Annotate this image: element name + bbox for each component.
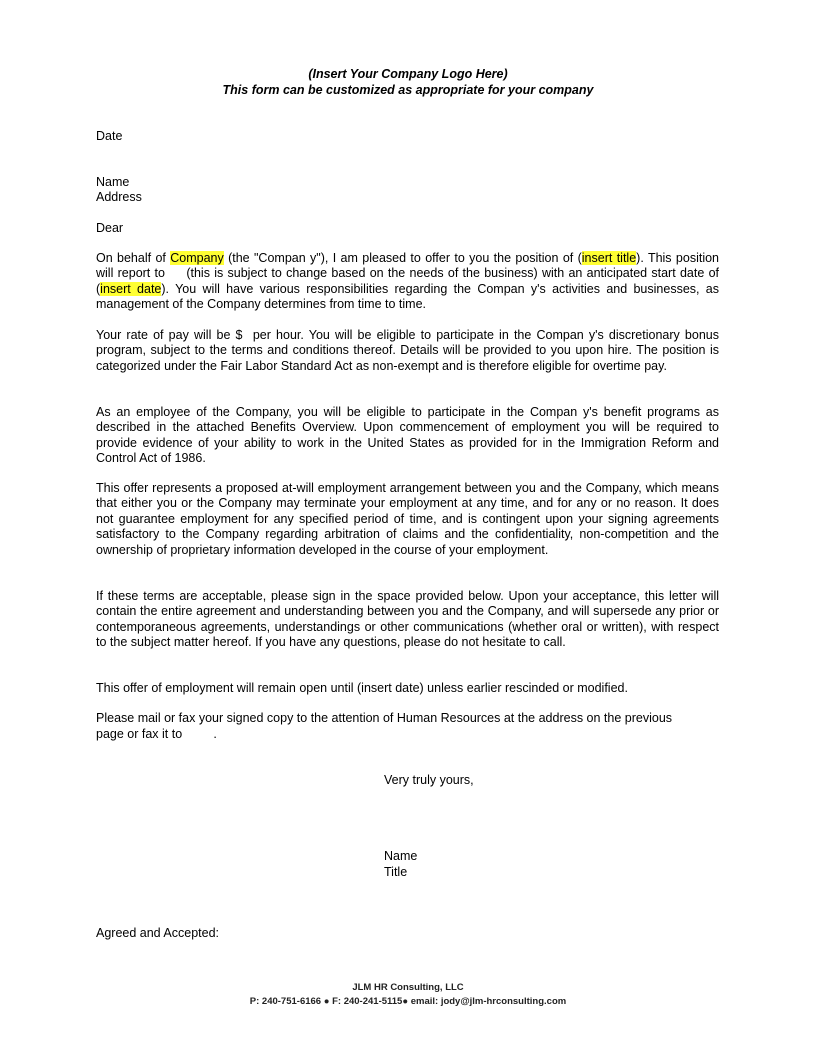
offer-text-2: (the "Compan y"), I am pleased to offer to you the position of ( bbox=[223, 251, 582, 265]
logo-placeholder: (Insert Your Company Logo Here) bbox=[308, 67, 508, 81]
paragraph-offer bbox=[96, 251, 719, 313]
date-placeholder: insert date bbox=[100, 281, 162, 296]
title-placeholder: insert title bbox=[581, 251, 637, 265]
offer-text-4: ). You will have various responsibilities regarding the Compan y's activities and businesses, as management of the Company determines from time to time. bbox=[96, 281, 720, 312]
paragraph-acceptance: If these terms are acceptable, please sign in the space provided below. Upon your acceptance, this letter will contain the entire agreement and understanding between you and the Company, and will supersede any prior or contemporaneous agreements, understandings or other communications (whether oral or written), with respect to the subject matter hereof. If you have any questions, please do not hesitate to call. bbox=[96, 589, 719, 650]
signer-title: Title bbox=[384, 865, 408, 879]
closing: Very truly yours, bbox=[384, 773, 474, 787]
paragraph-offer-open: This offer of employment will remain open until (insert date) unless earlier rescinded or modified. bbox=[96, 681, 628, 695]
agreed-accepted: Agreed and Accepted: bbox=[96, 926, 220, 940]
offer-text-3: ). This position will report to (this is subject to change based on the needs of the business) with an anticipated start date of ( bbox=[96, 251, 719, 296]
name-field: Name bbox=[96, 175, 130, 189]
footer-contact: P: 240-751-6166 ● F: 240-241-5115● email: jody@jlm-hrconsulting.com bbox=[249, 996, 567, 1007]
address-field: Address bbox=[96, 190, 142, 204]
greeting: Dear bbox=[96, 221, 124, 235]
paragraph-pay: Your rate of pay will be $ per hour. You will be eligible to participate in the Compan y's discretionary bonus program, subject to the terms and conditions thereof. Details will be provided to you upon hire. The position is categorized under the Fair Labor Standard Act as non-exempt and is therefore eligible for overtime pay. bbox=[96, 328, 719, 373]
paragraph-at-will: This offer represents a proposed at-will employment arrangement between you and the Company, which means that either you or the Company may terminate your employment at any time, and for any or no reason. It does not guarantee employment for any specified period of time, and is contingent upon your signing agreements satisfactory to the Company regarding arbitration of claims and the confidentiality, non-competition and the ownership of proprietary information developed in the course of your employment. bbox=[96, 481, 719, 557]
offer-text-1: On behalf of bbox=[96, 251, 171, 265]
customize-note: This form can be customized as appropriate for your company bbox=[222, 83, 594, 97]
footer-company: JLM HR Consulting, LLC bbox=[352, 982, 464, 993]
paragraph-mail-line1: Please mail or fax your signed copy to the attention of Human Resources at the address on the previous bbox=[96, 711, 673, 725]
signer-name: Name bbox=[384, 849, 418, 863]
company-placeholder: Company bbox=[170, 251, 224, 265]
paragraph-benefits: As an employee of the Company, you will be eligible to participate in the Compan y's benefit programs as described in the attached Benefits Overview. Upon commencement of employment you will be required to provide evidence of your ability to work in the United States as provided for in the Immigration Reform and Control Act of 1986. bbox=[96, 405, 719, 466]
paragraph-mail-line2: page or fax it to . bbox=[96, 727, 217, 741]
date-field: Date bbox=[96, 129, 123, 143]
